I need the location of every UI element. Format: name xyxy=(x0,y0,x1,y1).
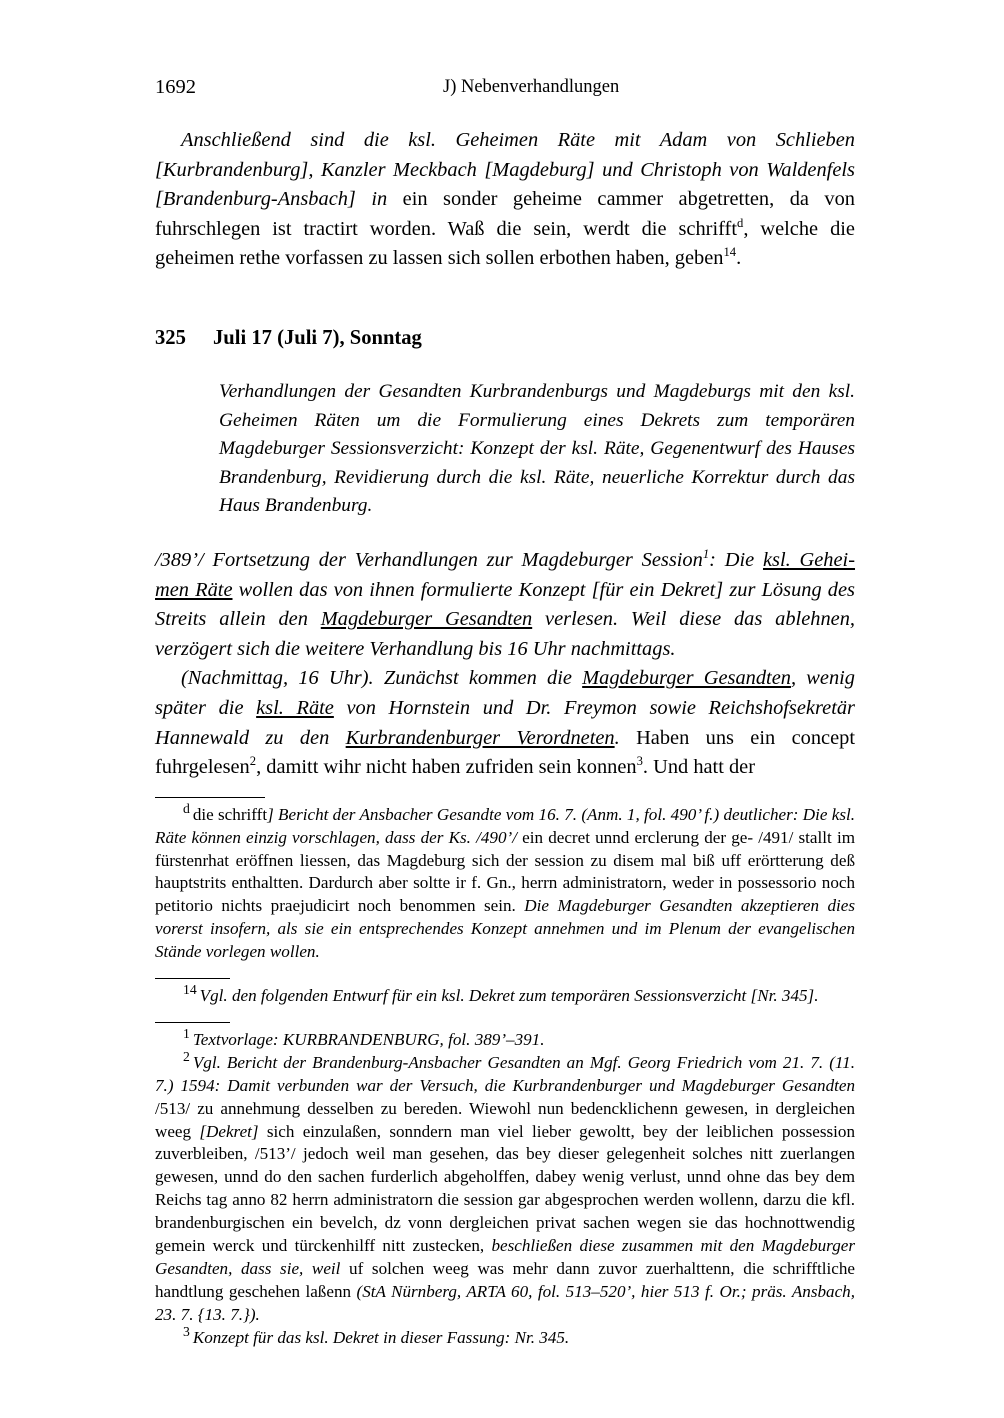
apparatus-rule-variant xyxy=(155,797,265,798)
opening-roman-2: , welche die geheimen rethe vorfassen zu lassen sich sollen erbothen haben, geben xyxy=(155,217,855,270)
footnote-marker-14: 14 xyxy=(183,982,197,998)
footnote-marker-3: 3 xyxy=(183,1324,190,1340)
footnote-rule-14 xyxy=(155,978,230,979)
section-title: Juli 17 (Juli 7), Sonntag xyxy=(213,326,422,349)
main-text-block xyxy=(155,546,855,783)
p2-underline-kurbrandenburger-verordnete: Kurbrandenburger Verordneten xyxy=(345,726,615,749)
p2-seg-6: . xyxy=(614,726,637,749)
page-number: 1692 xyxy=(155,76,196,98)
footnote-block-main xyxy=(155,1022,855,1350)
footnote-2 xyxy=(155,1049,855,1327)
p1-underline-ksl-geheimen-raete: ksl. Gehei-men Räte xyxy=(155,548,856,601)
running-title: J) Nebenverhandlungen xyxy=(443,77,620,97)
fn2-source-reference: (StA Nürnberg, ARTA 60, fol. 513–520’, hier 513 f. Or.; präs. Ansbach, 23. 7. {13. 7.}). xyxy=(155,1281,855,1324)
p2-seg-2: , wenig später die xyxy=(155,667,855,719)
fnd-seg-0: die schrifft xyxy=(192,804,268,824)
section-number: 325 xyxy=(155,326,186,349)
fnd-seg-1: ] Bericht der Ansbacher Gesandte vom 16. 7. (Anm. 1, fol. 490’ f.) deutlicher: Die ksl. Räte können einzig vorschlagen, dass der Ks. xyxy=(155,804,855,847)
footnote-ref-d[interactable]: d xyxy=(737,215,744,230)
footnote-block-14 xyxy=(155,978,855,1008)
p1-seg-0: Fortsetzung der Verhandlungen zur Magdeburger Session xyxy=(203,548,703,571)
p2-underline-ksl-raete: ksl. Räte xyxy=(256,696,334,719)
footnote-ref-3[interactable]: 3 xyxy=(636,754,643,769)
p2-underline-magdeburger-gesandten: Magdeburger Gesandten xyxy=(582,667,791,690)
footnote-marker-1: 1 xyxy=(183,1026,190,1042)
footnote-14-text: Vgl. den folgenden Entwurf für ein ksl. Dekret zum temporären Sessionsverzicht [Nr. 345]. xyxy=(199,986,819,1006)
variant-apparatus-block xyxy=(155,797,855,964)
fn2-seg-5: uf solchen weeg was mehr dann zuvor zuerhalttenn, die schrifftliche handtlung geschehen laßenn xyxy=(155,1259,855,1301)
running-head xyxy=(155,70,855,104)
main-paragraph-1 xyxy=(155,546,855,664)
p1-seg-2: : Die xyxy=(709,548,763,571)
footnote-ref-2[interactable]: 2 xyxy=(249,754,257,769)
p2-seg-0: (Nachmittag, 16 Uhr). Zunächst kommen die xyxy=(181,667,583,690)
section-regest: Verhandlungen der Gesandten Kurbrandenburgs und Magdeburgs mit den ksl. Geheimen Räten um die Formulierung eines Dekrets zum temporären Magdeburger Sessionsverzicht: Konzept der ksl. Räte, Gegenentwurf des Hauses Brandenburg, Revidierung durch die ksl. Räte, neuerliche Korrektur durch das Haus Brandenburg. xyxy=(219,380,855,517)
footnote-marker-d: d xyxy=(183,801,190,816)
p2-seg-4: von Hornstein und Dr. Freymon sowie Reichshofsekretär Hannewald zu den xyxy=(155,696,855,749)
footnote-variant-d xyxy=(155,801,855,964)
footnote-14 xyxy=(155,982,855,1008)
opening-roman-3: . xyxy=(736,247,742,270)
p2-seg-11: . Und hatt der xyxy=(642,756,756,779)
fn2-dekret-gloss: [Dekret] xyxy=(199,1121,259,1141)
footnote-1-text: Textvorlage: KURBRANDENBURG, fol. 389’–391. xyxy=(192,1029,545,1049)
p2-seg-7: Haben uns ein concept fuhrgelesen xyxy=(155,726,855,779)
footnote-ref-14[interactable]: 14 xyxy=(723,245,737,260)
footnote-marker-2: 2 xyxy=(183,1049,190,1065)
fn2-seg-0: Vgl. Bericht der Brandenburg-Ansbacher Gesandten an Mgf. Georg Friedrich vom 21. 7. (11. 7.) 1594: Damit verbunden war der Versuch, die Kurbrandenburger und Magdeburger Gesandten xyxy=(155,1052,855,1095)
fn2-seg-3: sich einzulaßen, sonndern man viel lieber gewoltt, bey der leiblichen possession zuverbleiben, /513’/ jedoch weil man gesehen, das bey dieser gelegenheit solches nitt zuerlangen gewesen, unnd do den sachen furderlich abgeholffen, dabey wenig verlust, unnd ohne das bey dem Reichs tag anno 82 herrn administratorn die session gar abgesprochen werden wollenn, darzu die kfl. brandenburgischen ein bevelch, dz vonn dergleichen privat sachen wegen sie das hochnottwendig gemein werck und türckenhilff nitt zustecken, xyxy=(155,1121,855,1256)
fnd-folio-490: /490’/ xyxy=(476,827,523,847)
folio-mark-389: /389’/ xyxy=(155,548,204,571)
section-heading xyxy=(155,324,855,352)
p1-seg-6: verlesen. Weil diese das ablehnen, verzögert sich die weitere Verhandlung bis 16 Uhr nachmittags. xyxy=(155,608,855,660)
p1-seg-4: wollen das von ihnen formulierte Konzept [für ein Dekret] zur Lösung des Streits allein den xyxy=(155,578,855,631)
fnd-seg-4: Die Magdeburger Gesandten akzeptieren dies vorerst insofern, als sie ein entsprechendes Konzept annehmen und im Plenum der evangelischen Stände vorlegen wollen. xyxy=(155,896,855,962)
footnote-ref-1[interactable]: 1 xyxy=(702,547,710,562)
fn2-seg-1: /513/ zu annehmung desselben zu bereden. Wiewohl nun bedencklichenn gewesen, in dergleichen weeg xyxy=(155,1098,855,1141)
opening-italic-lead: Anschließend sind die ksl. Geheimen Räte mit Adam von Schlieben [Kurbrandenburg], Kanzler Meckbach [Magdeburg] und Christoph von Waldenfels [Brandenburg-Ansbach] in xyxy=(155,129,855,211)
opening-paragraph xyxy=(155,126,855,274)
page-content xyxy=(155,70,855,1350)
footnote-3 xyxy=(155,1324,855,1350)
main-paragraph-2 xyxy=(155,664,855,782)
fn2-seg-4: beschließen diese zusammen mit den Magdeburger Gesandten, dass sie, weil xyxy=(155,1236,855,1278)
opening-roman-1: ein sonder geheime cammer abgetretten, da von fuhrschlegen ist tractirt worden. Waß die sein, werdt die schrifft xyxy=(155,188,855,240)
footnote-1 xyxy=(155,1026,855,1052)
fnd-seg-3: ein decret unnd erclerung der ge- /491/ stallt im fürstenrhat eröffnen liessen, das Magdeburg sich der session zu disem mal biß uff erörtterung deß hauptstrits enthaltten. Dardurch aber soltte ir f. Gn., herrn administratorn, weder in possessorio noch petitorio nichts praejudicirt noch benommen sein. xyxy=(155,827,855,916)
p2-seg-9: , damitt wihr nicht haben zufriden sein konnen xyxy=(256,756,637,779)
footnote-3-text: Konzept für das ksl. Dekret in dieser Fassung: Nr. 345. xyxy=(192,1327,570,1347)
footnote-rule-main xyxy=(155,1022,230,1023)
p1-underline-magdeburger-gesandten: Magdeburger Gesandten xyxy=(320,608,533,631)
